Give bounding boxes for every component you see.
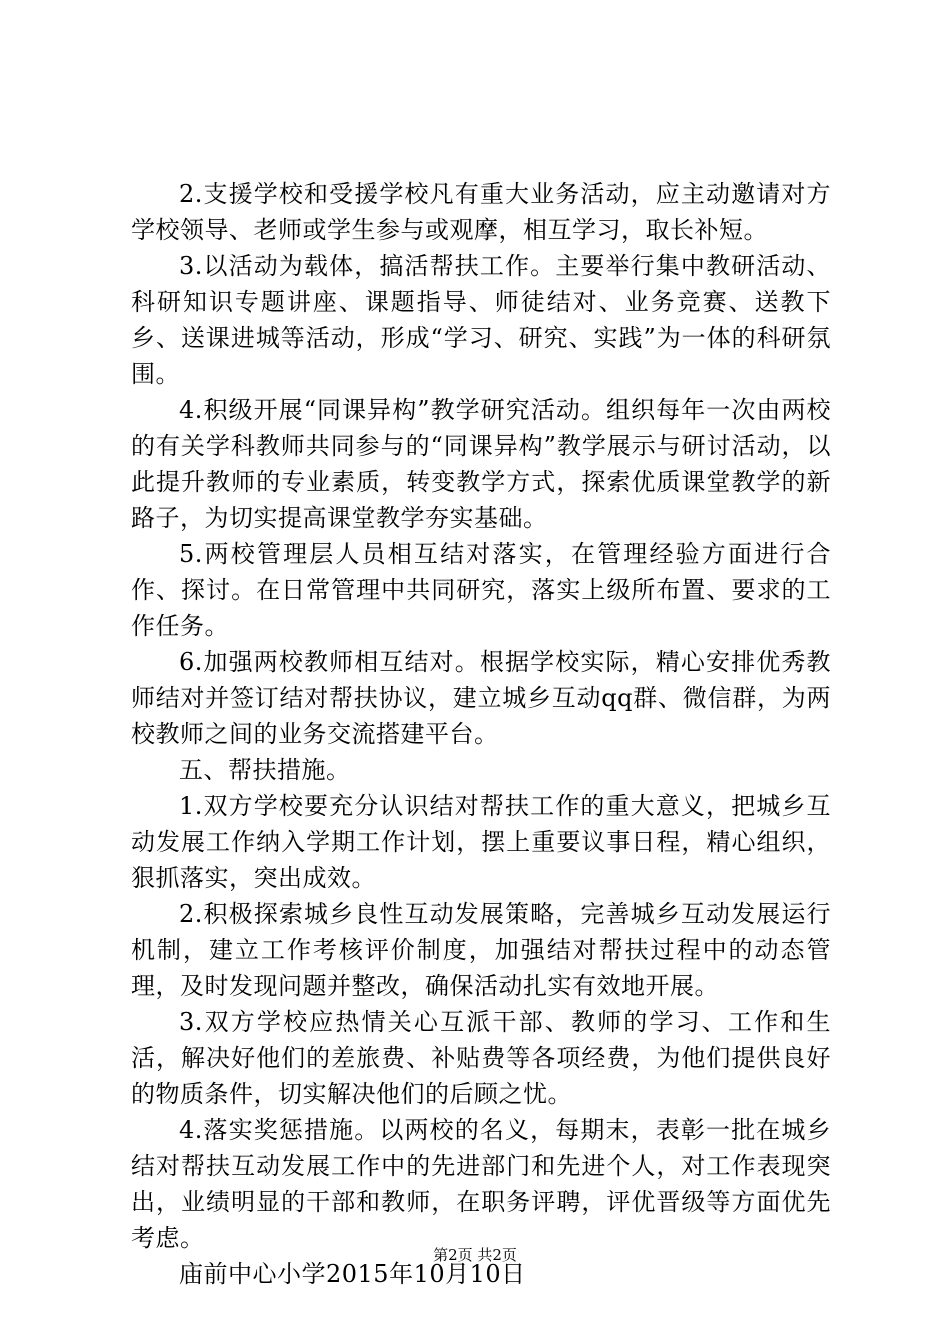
paragraph-item-4: 4.积级开展“同课异构”教学研究活动。组织每年一次由两校的有关学科教师共同参与的“同课异构”教学展示与研讨活动，以此提升教师的专业素质，转变教学方式，探索优质课堂教学的新路子，为切实提高课堂教学夯实基础。 [131, 396, 831, 532]
measure-item-2: 2.积极探索城乡良性互动发展策略，完善城乡互动发展运行机制，建立工作考核评价制度，加强结对帮扶过程中的动态管理，及时发现问题并整改，确保活动扎实有效地开展。 [131, 900, 831, 1000]
paragraph-item-3: 3.以活动为载体，搞活帮扶工作。主要举行集中教研活动、科研知识专题讲座、课题指导、师徒结对、业务竞赛、送教下乡、送课进城等活动，形成“学习、研究、实践”为一体的科研氛围。 [131, 252, 831, 388]
measure-item-3: 3.双方学校应热情关心互派干部、教师的学习、工作和生活，解决好他们的差旅费、补贴费等各项经费，为他们提供良好的物质条件，切实解决他们的后顾之忧。 [131, 1008, 831, 1108]
section-heading-measures: 五、帮扶措施。 [179, 756, 351, 784]
page-number-footer: 第2页 共2页 [433, 1246, 517, 1264]
paragraph-item-5: 5.两校管理层人员相互结对落实，在管理经验方面进行合作、探讨。在日常管理中共同研究，落实上级所布置、要求的工作任务。 [131, 540, 831, 640]
paragraph-item-6: 6.加强两校教师相互结对。根据学校实际，精心安排优秀教师结对并签订结对帮扶协议，建立城乡互动qq群、微信群，为两校教师之间的业务交流搭建平台。 [131, 648, 831, 748]
measure-item-4: 4.落实奖惩措施。以两校的名义，每期末，表彰一批在城乡结对帮扶互动发展工作中的先进部门和先进个人，对工作表现突出，业绩明显的干部和教师，在职务评聘，评优晋级等方面优先考虑。 [131, 1116, 831, 1252]
signature-date-line: 庙前中心小学2015年10月10日 [179, 1260, 526, 1288]
measure-item-1: 1.双方学校要充分认识结对帮扶工作的重大意义，把城乡互动发展工作纳入学期工作计划，摆上重要议事日程，精心组织，狠抓落实，突出成效。 [131, 792, 831, 892]
document-body [131, 176, 831, 1292]
paragraph-item-2: 2.支援学校和受援学校凡有重大业务活动，应主动邀请对方学校领导、老师或学生参与或观摩，相互学习，取长补短。 [131, 180, 831, 244]
